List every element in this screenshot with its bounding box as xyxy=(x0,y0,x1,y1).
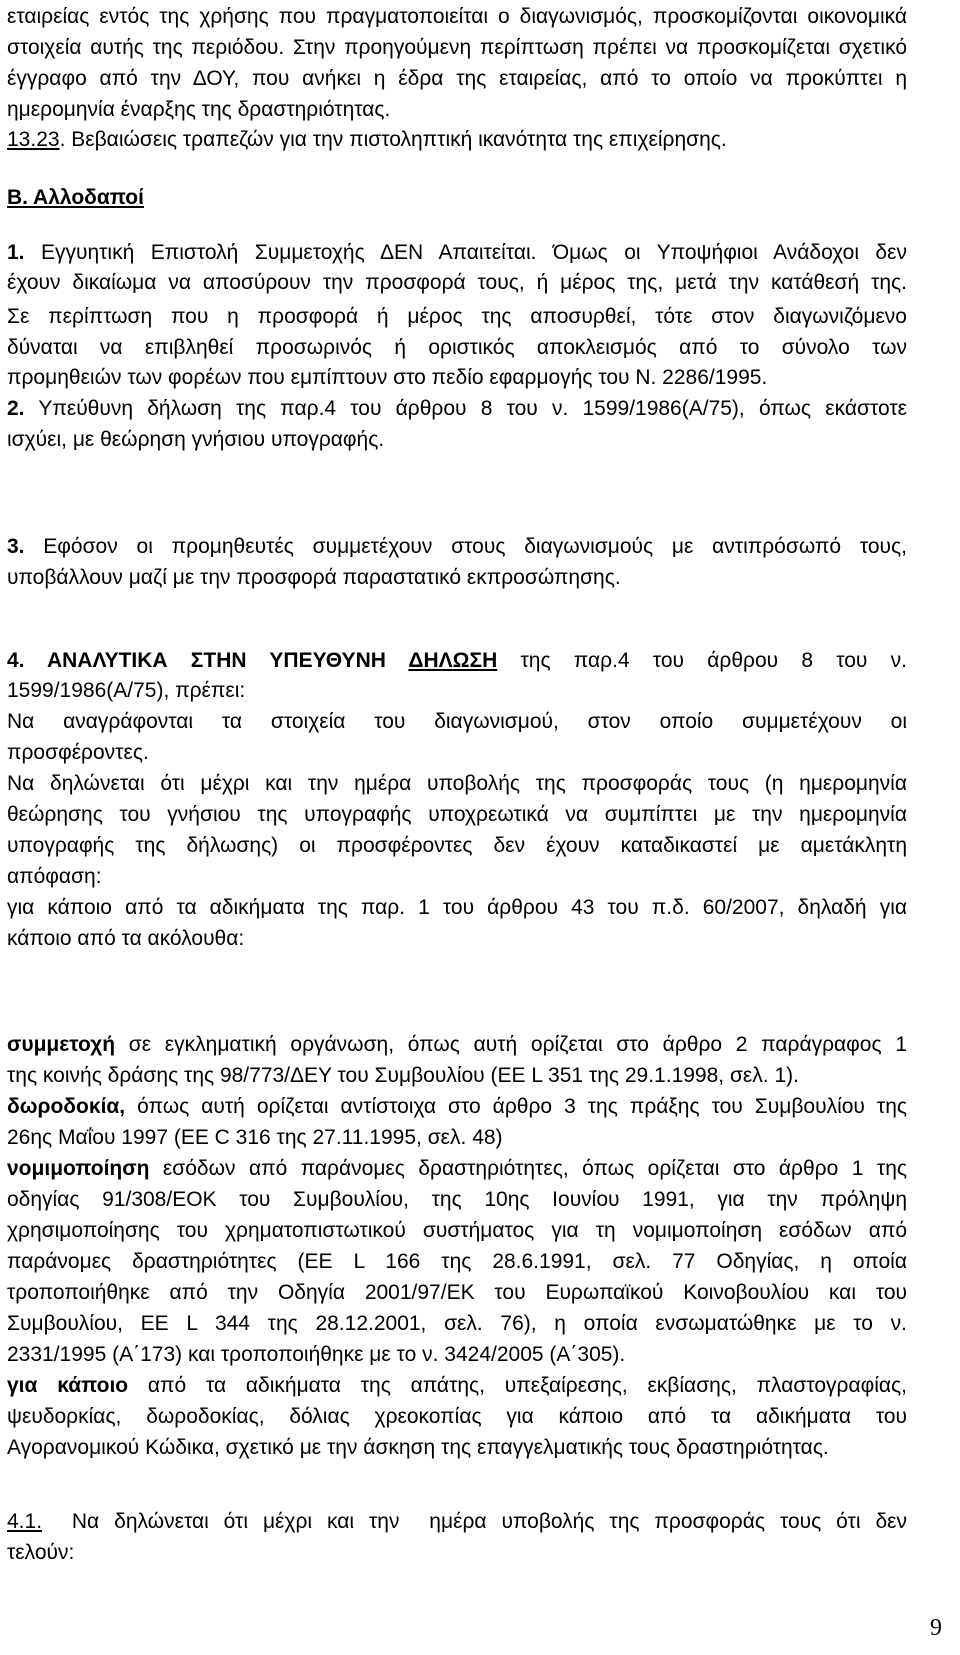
text-line: ψευδορκίας, δωροδοκίας, δόλιας χρεοκοπίας για κάποιο από τα αδικήματα του xyxy=(7,1405,907,1428)
text-line: ημερομηνία έναρξης της δραστηριότητας. xyxy=(7,98,391,121)
item-4-line xyxy=(7,646,907,676)
text-line: οδηγίας 91/308/ΕΟΚ του Συμβουλίου, της 10ης Ιουνίου 1991, για την πρόληψη xyxy=(7,1188,907,1211)
offense-term: για κάποιο xyxy=(7,1374,129,1397)
text-line: τροποποιήθηκε από την Οδηγία 2001/97/ΕΚ του Ευρωπαϊκού Κοινοβουλίου και του xyxy=(7,1281,907,1304)
text-line: τελούν: xyxy=(7,1541,75,1564)
section-13-23 xyxy=(7,125,907,155)
text-line: έχουν δικαίωμα να αποσύρουν την προσφορά τους, ή μέρος της, μετά την κατάθεσή της. xyxy=(7,271,907,294)
text-line: δύναται να επιβληθεί προσωρινός ή οριστικός αποκλεισμός από το σύνολο των xyxy=(7,336,907,359)
item-3-line xyxy=(7,532,907,562)
item-number: 1. xyxy=(7,241,25,264)
text-line: για κάποιο από τα αδικήματα της παρ. 1 του άρθρου 43 του π.δ. 60/2007, δηλαδή για xyxy=(7,896,907,919)
item-4-1-line xyxy=(7,1507,907,1537)
item-text: Υπεύθυνη δήλωση της παρ.4 του άρθρου 8 του ν. 1599/1986(Α/75), όπως εκάστοτε xyxy=(24,397,907,420)
item-number: 2. xyxy=(7,397,25,420)
text-line: υπογραφής της δήλωσης) οι προσφέροντες δεν έχουν καταδικαστεί με αμετάκλητη xyxy=(7,834,907,857)
item-text: της παρ.4 του άρθρου 8 του ν. xyxy=(497,649,907,672)
item-1-line xyxy=(7,238,907,268)
text-line: κάποιο από τα ακόλουθα: xyxy=(7,927,245,950)
text-line: ισχύει, με θεώρηση γνήσιου υπογραφής. xyxy=(7,428,385,451)
text-line: προμηθειών των φορέων που εμπίπτουν στο πεδίο εφαρμογής του Ν. 2286/1995. xyxy=(7,366,768,389)
section-title: . Βεβαιώσεις τραπεζών για την πιστοληπτική ικανότητα της επιχείρησης. xyxy=(59,128,727,151)
text-line: υποβάλλουν μαζί με την προσφορά παραστατικό εκπροσώπησης. xyxy=(7,566,621,589)
item-number: 3. xyxy=(7,535,25,558)
text-line: Συμβουλίου, ΕΕ L 344 της 28.12.2001, σελ. 76), η οποία ενσωματώθηκε με το ν. xyxy=(7,1312,907,1335)
text-line: 26ης Μαΐου 1997 (ΕΕ C 316 της 27.11.1995, σελ. 48) xyxy=(7,1126,503,1149)
item-number: 4.1. xyxy=(7,1510,43,1533)
item-text: Εγγυητική Επιστολή Συμμετοχής ΔΕΝ Απαιτείται. Όμως οι Υποψήφιοι Ανάδοχοι δεν xyxy=(24,241,907,264)
text-line: θεώρησης του γνήσιου της υπογραφής υποχρεωτικά να συμπίπτει με την ημερομηνία xyxy=(7,803,907,826)
offense-text: από τα αδικήματα της απάτης, υπεξαίρεσης, εκβίασης, πλαστογραφίας, xyxy=(128,1374,907,1397)
page-number: 9 xyxy=(930,1615,942,1641)
item-2-line xyxy=(7,394,907,424)
text-line: εταιρείας εντός της χρήσης που πραγματοποιείται ο διαγωνισμός, προσκομίζονται οικονομικά xyxy=(7,5,907,28)
offense-term: συμμετοχή xyxy=(7,1033,116,1056)
text-line: στοιχεία αυτής της περιόδου. Στην προηγούμενη περίπτωση πρέπει να προσκομίζεται σχετικό xyxy=(7,36,907,59)
item-number: 4. xyxy=(7,649,25,672)
offense-text: σε εγκληματική οργάνωση, όπως αυτή ορίζεται στο άρθρο 2 παράγραφος 1 xyxy=(115,1033,907,1056)
offense-text: όπως αυτή ορίζεται αντίστοιχα στο άρθρο 3 της πράξης του Συμβουλίου της xyxy=(125,1095,907,1118)
item-heading-underlined: ΔΗΛΩΣΗ xyxy=(408,649,498,672)
heading-text: Β. Αλλοδαποί xyxy=(7,186,144,209)
offense-text: εσόδων από παράνομες δραστηριότητες, όπως ορίζεται στο άρθρο 1 της xyxy=(149,1157,907,1180)
offense-participation xyxy=(7,1030,907,1060)
text-line: απόφαση: xyxy=(7,865,102,888)
text-line: έγγραφο από την ΔΟΥ, που ανήκει η έδρα της εταιρείας, από το οποίο να προκύπτει η xyxy=(7,67,907,90)
offense-laundering xyxy=(7,1154,907,1184)
offense-bribery xyxy=(7,1092,907,1122)
text-line: 1599/1986(Α/75), πρέπει: xyxy=(7,679,246,702)
offense-other xyxy=(7,1371,907,1401)
section-number: 13.23 xyxy=(7,128,60,151)
text-line: 2331/1995 (Α΄173) και τροποποιήθηκε με το ν. 3424/2005 (Α΄305). xyxy=(7,1343,626,1366)
text-line: Να δηλώνεται ότι μέχρι και την ημέρα υποβολής της προσφοράς τους (η ημερομηνία xyxy=(7,772,907,795)
item-text: Εφόσον οι προμηθευτές συμμετέχουν στους διαγωνισμούς με αντιπρόσωπό τους, xyxy=(24,535,907,558)
text-line: χρησιμοποίησης του χρηματοπιστωτικού συστήματος για τη νομιμοποίηση εσόδων από xyxy=(7,1219,907,1242)
offense-term: νομιμοποίηση xyxy=(7,1157,150,1180)
text-line: Αγορανομικού Κώδικα, σχετικό με την άσκηση της επαγγελματικής τους δραστηριότητας. xyxy=(7,1436,829,1459)
item-heading: ΑΝΑΛΥΤΙΚΑ ΣΤΗΝ ΥΠΕΥΘΥΝΗ xyxy=(24,649,409,672)
text-line: της κοινής δράσης της 98/773/ΔΕΥ του Συμβουλίου (ΕΕ L 351 της 29.1.1998, σελ. 1). xyxy=(7,1064,799,1087)
text-line: Να αναγράφονται τα στοιχεία του διαγωνισμού, στον οποίο συμμετέχουν οι xyxy=(7,710,907,733)
text-line: προσφέροντες. xyxy=(7,741,149,764)
heading-foreigners xyxy=(7,183,907,213)
item-text: Να δηλώνεται ότι μέχρι και την ημέρα υποβολής της προσφοράς τους ότι δεν xyxy=(42,1510,907,1533)
offense-term: δωροδοκία, xyxy=(7,1095,126,1118)
text-line: Σε περίπτωση που η προσφορά ή μέρος της αποσυρθεί, τότε στον διαγωνιζόμενο xyxy=(7,305,907,328)
text-line: παράνομες δραστηριότητες (ΕΕ L 166 της 28.6.1991, σελ. 77 Οδηγίας, η οποία xyxy=(7,1250,907,1273)
